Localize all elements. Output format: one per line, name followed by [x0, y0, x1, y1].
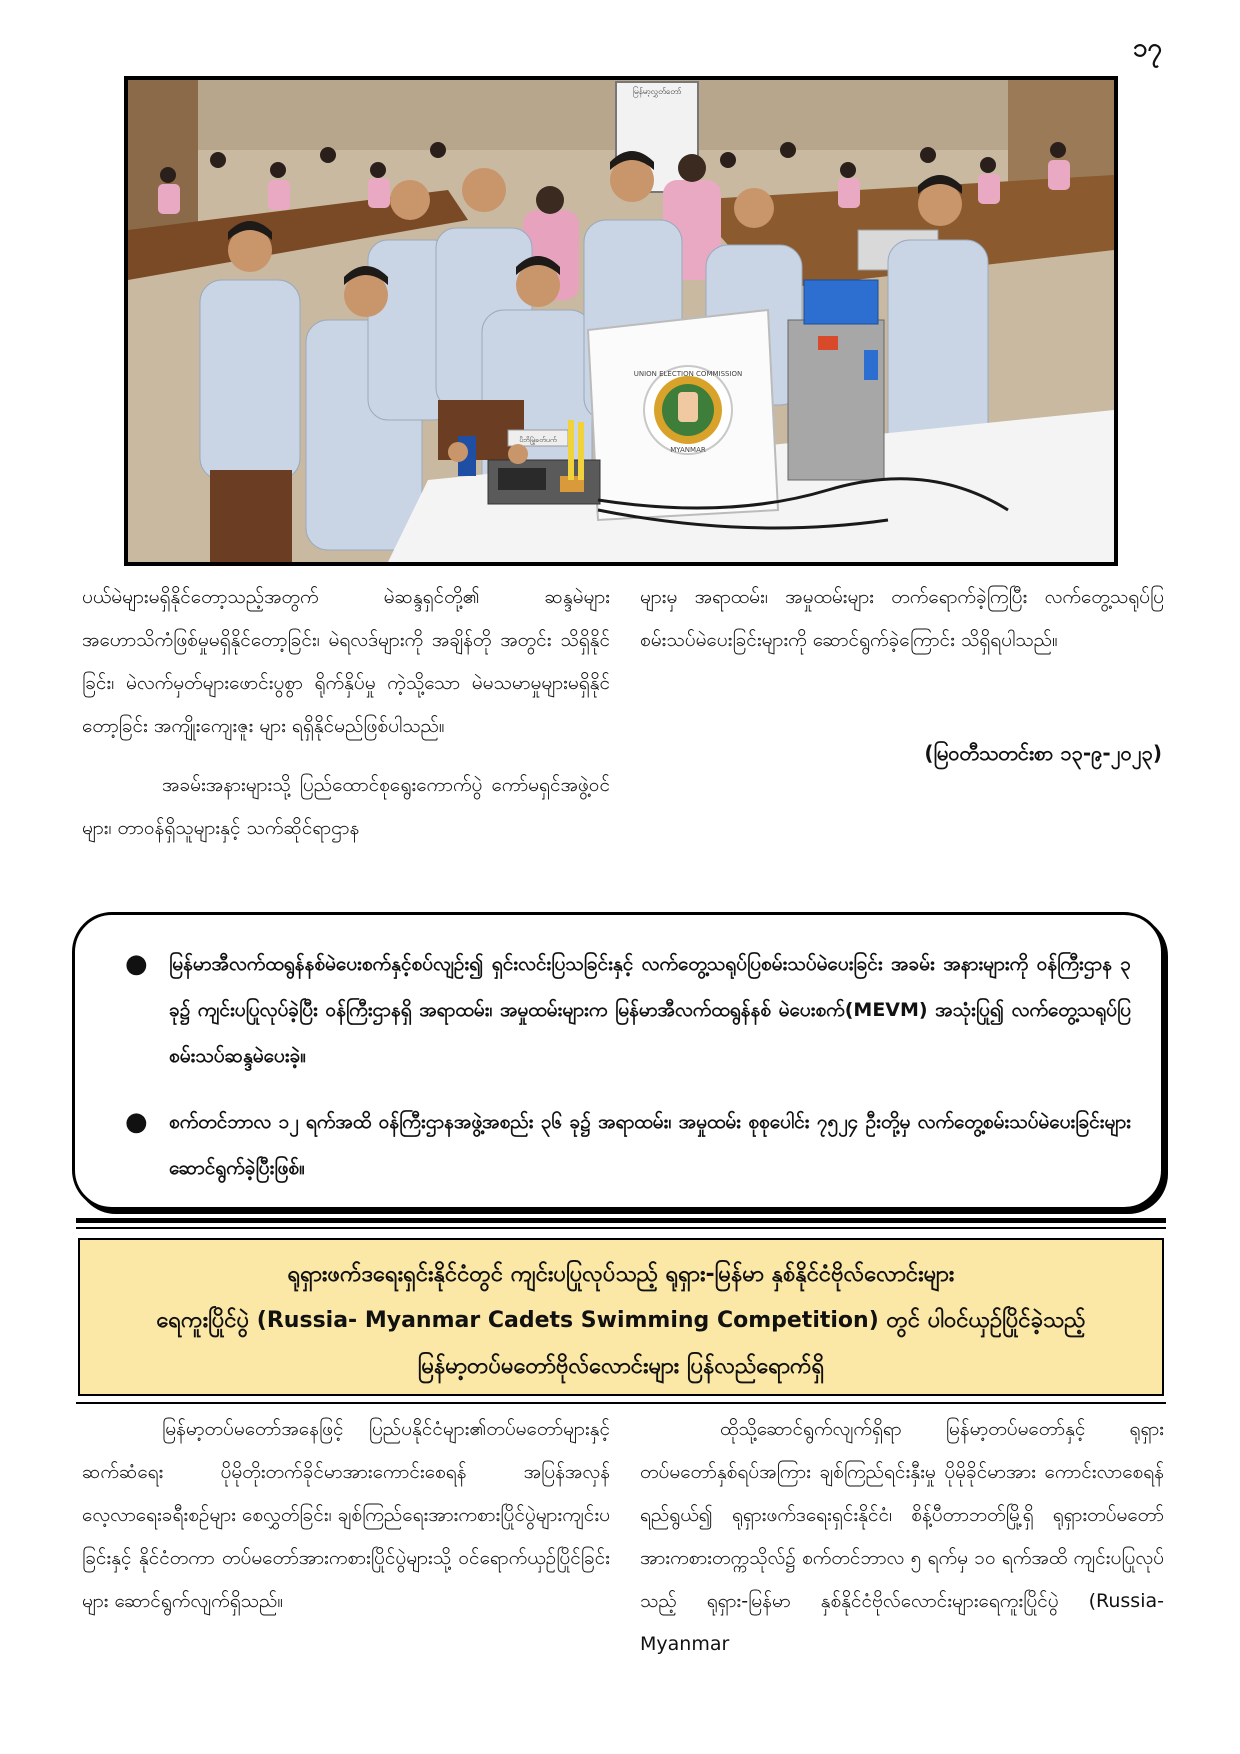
article-right-column-top	[640, 576, 1164, 662]
bullet-icon: ●	[125, 1107, 148, 1137]
article-right-column-bottom	[640, 1408, 1164, 1666]
election-photo-image	[128, 80, 1114, 562]
highlight-item	[125, 941, 1131, 1079]
article-paragraph: ထိုသို့ဆောင်ရွက်လျက်ရှိရာ မြန်မာ့တပ်မတော်နှင့် ရုရှားတပ်မတော်နှစ်ရပ်အကြား ချစ်ကြည်ရင်းနှီးမှု ပိုမိုခိုင်မာအား ကောင်းလာစေရန်ရည်ရွယ်၍ ရုရှားဖက်ဒရေးရှင်းနိုင်ငံ၊ စိန့်ပီတာဘတ်မြို့ရှိ ရုရှားတပ်မတော်အားကစားတက္ကသိုလ်၌ စက်တင်ဘာလ ၅ ရက်မှ ၁၀ ရက်အထိ ကျင်းပပြုလုပ်သည့် ရုရှား-မြန်မာ နှစ်နိုင်ငံဗိုလ်လောင်းများရေကူးပြိုင်ပွဲ (Russia- Myanmar	[640, 1418, 1164, 1655]
article-left-column-bottom	[82, 1408, 610, 1623]
headline-line: မြန်မာ့တပ်မတော်ဗိုလ်လောင်းများ ပြန်လည်ရောက်ရှိ	[417, 1354, 825, 1379]
highlight-item	[125, 1099, 1131, 1191]
source-credit: (မြဝတီသတင်းစာ ၁၃-၉-၂၀၂၃)	[924, 741, 1162, 765]
section-divider	[76, 1402, 1166, 1404]
article-paragraph: များမှ အရာထမ်း၊ အမှုထမ်းများ တက်ရောက်ခဲ့ကြပြီး လက်တွေ့သရုပ်ပြစမ်းသပ်မဲပေးခြင်းများကို ဆောင်ရွက်ခဲ့ကြောင်း သိရှိရပါသည်။	[640, 586, 1164, 651]
headline	[78, 1238, 1164, 1396]
booth-logo-text-bottom: MYANMAR	[670, 446, 706, 454]
page-number: ၁၇	[1132, 33, 1162, 63]
headline-line: ရုရှားဖက်ဒရေးရှင်းနိုင်ငံတွင် ကျင်းပပြုလုပ်သည့် ရုရှား-မြန်မာ နှစ်နိုင်ငံဗိုလ်လောင်းများ	[287, 1262, 955, 1287]
highlight-text: မြန်မာအီလက်ထရွန်နစ်မဲပေးစက်နှင့်စပ်လျဉ်း၍ ရှင်းလင်းပြသခြင်းနှင့် လက်တွေ့သရုပ်ပြစမ်းသပ်မဲပေးခြင်း အခမ်း အနားများကို ဝန်ကြီးဌာန ၃ ခု၌ ကျင်းပပြုလုပ်ခဲ့ပြီး ဝန်ကြီးဌာနရှိ အရာထမ်း၊ အမှုထမ်းများက မြန်မာအီလက်ထရွန်နစ် မဲပေးစက်(MEVM) အသုံးပြု၍ လက်တွေ့သရုပ်ပြစမ်းသပ်ဆန္ဒမဲပေးခဲ့။	[169, 953, 1131, 1067]
tag-label: ပိဘိမြဲ့ခတ်ပက်	[519, 436, 557, 444]
section-divider	[76, 1218, 1166, 1223]
highlight-text: စက်တင်ဘာလ ၁၂ ရက်အထိ ဝန်ကြီးဌာနအဖွဲ့အစည်း ၃၆ ခု၌ အရာထမ်း၊ အမှုထမ်း စုစုပေါင်း ၇၅၂၄ ဦးတို့မှ လက်တွေ့စမ်းသပ်မဲပေးခြင်းများ ဆောင်ရွက်ခဲ့ပြီးဖြစ်။	[169, 1111, 1131, 1179]
highlight-box	[72, 912, 1164, 1210]
article-paragraph: ပယ်မဲများမရှိနိုင်တော့သည့်အတွက် မဲဆန္ဒရှင်တို့၏ ဆန္ဒမဲများ အဟောသိကံဖြစ်မှုမရှိနိုင်တော့ခြင်း၊ မဲရလဒ်များကို အချိန်တို အတွင်း သိရှိနိုင်ခြင်း၊ မဲလက်မှတ်များဖောင်းပွစွာ ရိုက်နှိပ်မှု ကဲ့သို့သော မဲမသမာမှုများမရှိနိုင်တော့ခြင်း အကျိုးကျေးဇူး များ ရရှိနိုင်မည်ဖြစ်ပါသည်။	[82, 586, 610, 737]
election-photo	[124, 76, 1118, 566]
article-paragraph: အခမ်းအနားများသို့ ပြည်ထောင်စုရွေးကောက်ပွဲ ကော်မရှင်အဖွဲ့ဝင်များ၊ တာဝန်ရှိသူများနှင့် သက်ဆိုင်ရာဌာန	[82, 774, 610, 839]
article-paragraph: မြန်မာ့တပ်မတော်အနေဖြင့် ပြည်ပနိုင်ငံများ၏တပ်မတော်များနှင့် ဆက်ဆံရေး ပိုမိုတိုးတက်ခိုင်မာအားကောင်းစေရန် အပြန်အလှန်လေ့လာရေးခရီးစဉ်များ စေလွှတ်ခြင်း၊ ချစ်ကြည်ရေးအားကစားပြိုင်ပွဲများကျင်းပခြင်းနှင့် နိုင်ငံတကာ တပ်မတော်အားကစားပြိုင်ပွဲများသို့ ဝင်ရောက်ယှဉ်ပြိုင်ခြင်း များ ဆောင်ရွက်လျက်ရှိသည်။	[82, 1418, 610, 1612]
section-divider	[76, 1227, 1166, 1229]
booth-logo-text-top: UNION ELECTION COMMISSION	[633, 370, 743, 378]
headline-line: ရေကူးပြိုင်ပွဲ (Russia- Myanmar Cadets Swimming Competition) တွင် ပါဝင်ယှဉ်ပြိုင်ခဲ့သည့်	[156, 1308, 1086, 1333]
screen-title: မြန်မာ့လွှတ်တော်	[632, 87, 682, 96]
article-left-column-top	[82, 576, 610, 850]
bullet-icon: ●	[125, 949, 148, 979]
